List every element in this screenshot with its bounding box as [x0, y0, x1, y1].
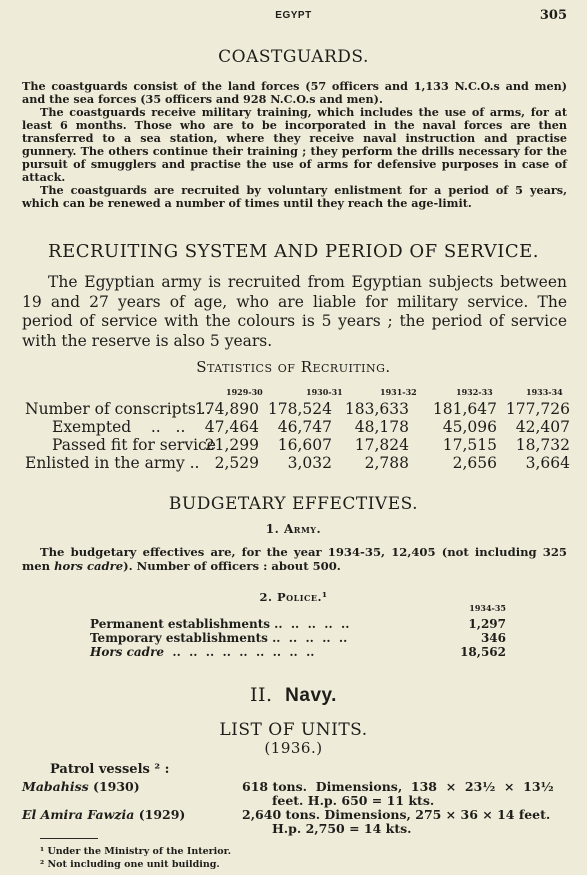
statistics-cell: 45,096 [442, 418, 497, 436]
coastguards-text [22, 80, 567, 210]
recruiting-heading: RECRUITING SYSTEM AND PERIOD OF SERVICE. [48, 241, 539, 262]
footnote-rule [40, 838, 98, 839]
statistics-cell: 181,647 [432, 400, 497, 418]
coastguards-paragraph: The coastguards are recruited by voluntary enlistment for a period of 5 years, which can be renewed a number of times until they reach the age-limit. [22, 183, 567, 210]
statistics-cell: 2,656 [452, 454, 497, 472]
police-row-label: Temporary establishments .. .. .. .. .. [90, 631, 348, 645]
police-row-label: Permanent establishments .. .. .. .. .. [90, 617, 350, 631]
recruiting-paragraph: The Egyptian army is recruited from Egyptian subjects between 19 and 27 years of age, who are liable for military service. The period of service with the colours is 5 years ; the period of service with the reserve is also 5 years. [22, 273, 567, 350]
unit-spec-line: 618 tons. Dimensions, 138 × 23½ × 13½ [242, 779, 554, 794]
police-year-header: 1934-35 [469, 603, 506, 613]
statistics-years-row [0, 387, 587, 399]
navy-heading [0, 684, 587, 707]
statistics-cell: 46,747 [277, 418, 332, 436]
running-head-title: EGYPT [275, 10, 312, 21]
statistics-row-label: Enlisted in the army .. [25, 454, 200, 472]
police-row [0, 631, 587, 645]
statistics-cell: 3,664 [525, 454, 570, 472]
army-text-part: The budgetary effectives are, for the year 1934-35, 12,405 (not including 325 men [22, 545, 567, 573]
unit-spec-line: feet. H.p. 650 = 11 kts. [272, 793, 435, 808]
statistics-row [0, 436, 587, 455]
statistics-cell: 177,726 [505, 400, 570, 418]
statistics-cell: 16,607 [277, 436, 332, 454]
footnote: ² Not including one unit building. [40, 859, 220, 870]
unit-spec-line: H.p. 2,750 = 14 kts. [272, 821, 412, 836]
police-subheading: 2. Police.¹ [259, 590, 328, 604]
unit-entry [0, 807, 587, 837]
unit-spec-line: 2,640 tons. Dimensions, 275 × 36 × 14 feet. [242, 807, 551, 822]
police-row [0, 617, 587, 631]
unit-year: (1929) [138, 807, 186, 822]
year-header: 1932-33 [456, 387, 493, 397]
statistics-cell: 2,529 [214, 454, 259, 472]
budgetary-heading: BUDGETARY EFFECTIVES. [168, 494, 419, 514]
police-row-value: 346 [480, 631, 506, 645]
patrol-vessels-label: Patrol vessels ² : [50, 762, 170, 777]
statistics-row-label: Exempted .. .. [52, 418, 186, 436]
coastguards-paragraph: The coastguards consist of the land forces (57 officers and 1,133 N.C.O.s and men) and the sea forces (35 officers and 928 N.C.O.s and men). [22, 79, 567, 106]
unit-name [22, 779, 140, 794]
statistics-cell: 18,732 [515, 436, 570, 454]
statistics-cell: 47,464 [204, 418, 259, 436]
statistics-cell: 3,032 [287, 454, 332, 472]
police-row-label-italic: Hors cadre [90, 645, 165, 659]
statistics-cell: 178,524 [267, 400, 332, 418]
page-number: 305 [539, 8, 567, 23]
statistics-row [0, 400, 587, 419]
coastguards-heading: COASTGUARDS. [218, 47, 369, 67]
year-header: 1931-32 [380, 387, 417, 397]
army-text [22, 545, 567, 573]
police-year-row [0, 603, 587, 617]
year-header: 1933-34 [526, 387, 563, 397]
year-header: 1929-30 [226, 387, 263, 397]
police-row-value: 18,562 [460, 645, 506, 659]
army-text-part: ). Number of officers : about 500. [123, 559, 341, 573]
footnote: ¹ Under the Ministry of the Interior. [40, 846, 232, 857]
statistics-cell: 2,788 [364, 454, 409, 472]
footnotes [40, 845, 231, 871]
running-head [0, 8, 587, 24]
police-row-label [90, 645, 314, 659]
statistics-cell: 21,299 [204, 436, 259, 454]
police-row [0, 645, 587, 659]
statistics-row [0, 418, 587, 437]
statistics-heading: Statistics of Recruiting. [196, 358, 391, 376]
unit-name-italic: Mabahiss [22, 779, 89, 794]
recruiting-text [22, 273, 567, 351]
statistics-cell: 183,633 [344, 400, 409, 418]
statistics-row-label: Passed fit for service [52, 436, 216, 454]
army-text-italic: hors cadre [54, 559, 124, 573]
unit-name [22, 807, 185, 822]
navy-heading-numeral: II. [250, 684, 273, 706]
list-of-units-year: (1936.) [264, 739, 323, 757]
list-of-units-heading: LIST OF UNITS. [219, 720, 368, 740]
statistics-cell: 17,515 [442, 436, 497, 454]
police-row-value: 1,297 [468, 617, 506, 631]
statistics-cell: 17,824 [354, 436, 409, 454]
navy-heading-word: Navy. [285, 685, 337, 706]
coastguards-paragraph: The coastguards receive military training, which includes the use of arms, for at least 6 months. Those who are to be incorporated in the naval forces are then transferred to a sea station, where they receive naval instruction and practise gunnery. The others continue their training ; they perform the drills necessary for the pursuit of smugglers and practise the use of arms for defensive purposes in case of attack. [22, 105, 567, 184]
army-paragraph [22, 545, 567, 573]
statistics-cell: 48,178 [354, 418, 409, 436]
police-row-label-leaders: .. .. .. .. .. .. .. .. .. [164, 645, 315, 659]
unit-entry [0, 779, 587, 809]
unit-name-italic: El Amira Fawzia [22, 807, 135, 822]
unit-year: (1930) [93, 779, 140, 794]
statistics-row-label: Number of conscripts .. [25, 400, 211, 418]
army-subheading: 1. Army. [265, 522, 322, 536]
statistics-cell: 174,890 [194, 400, 259, 418]
statistics-row [0, 454, 587, 473]
statistics-cell: 42,407 [515, 418, 570, 436]
year-header: 1930-31 [306, 387, 343, 397]
